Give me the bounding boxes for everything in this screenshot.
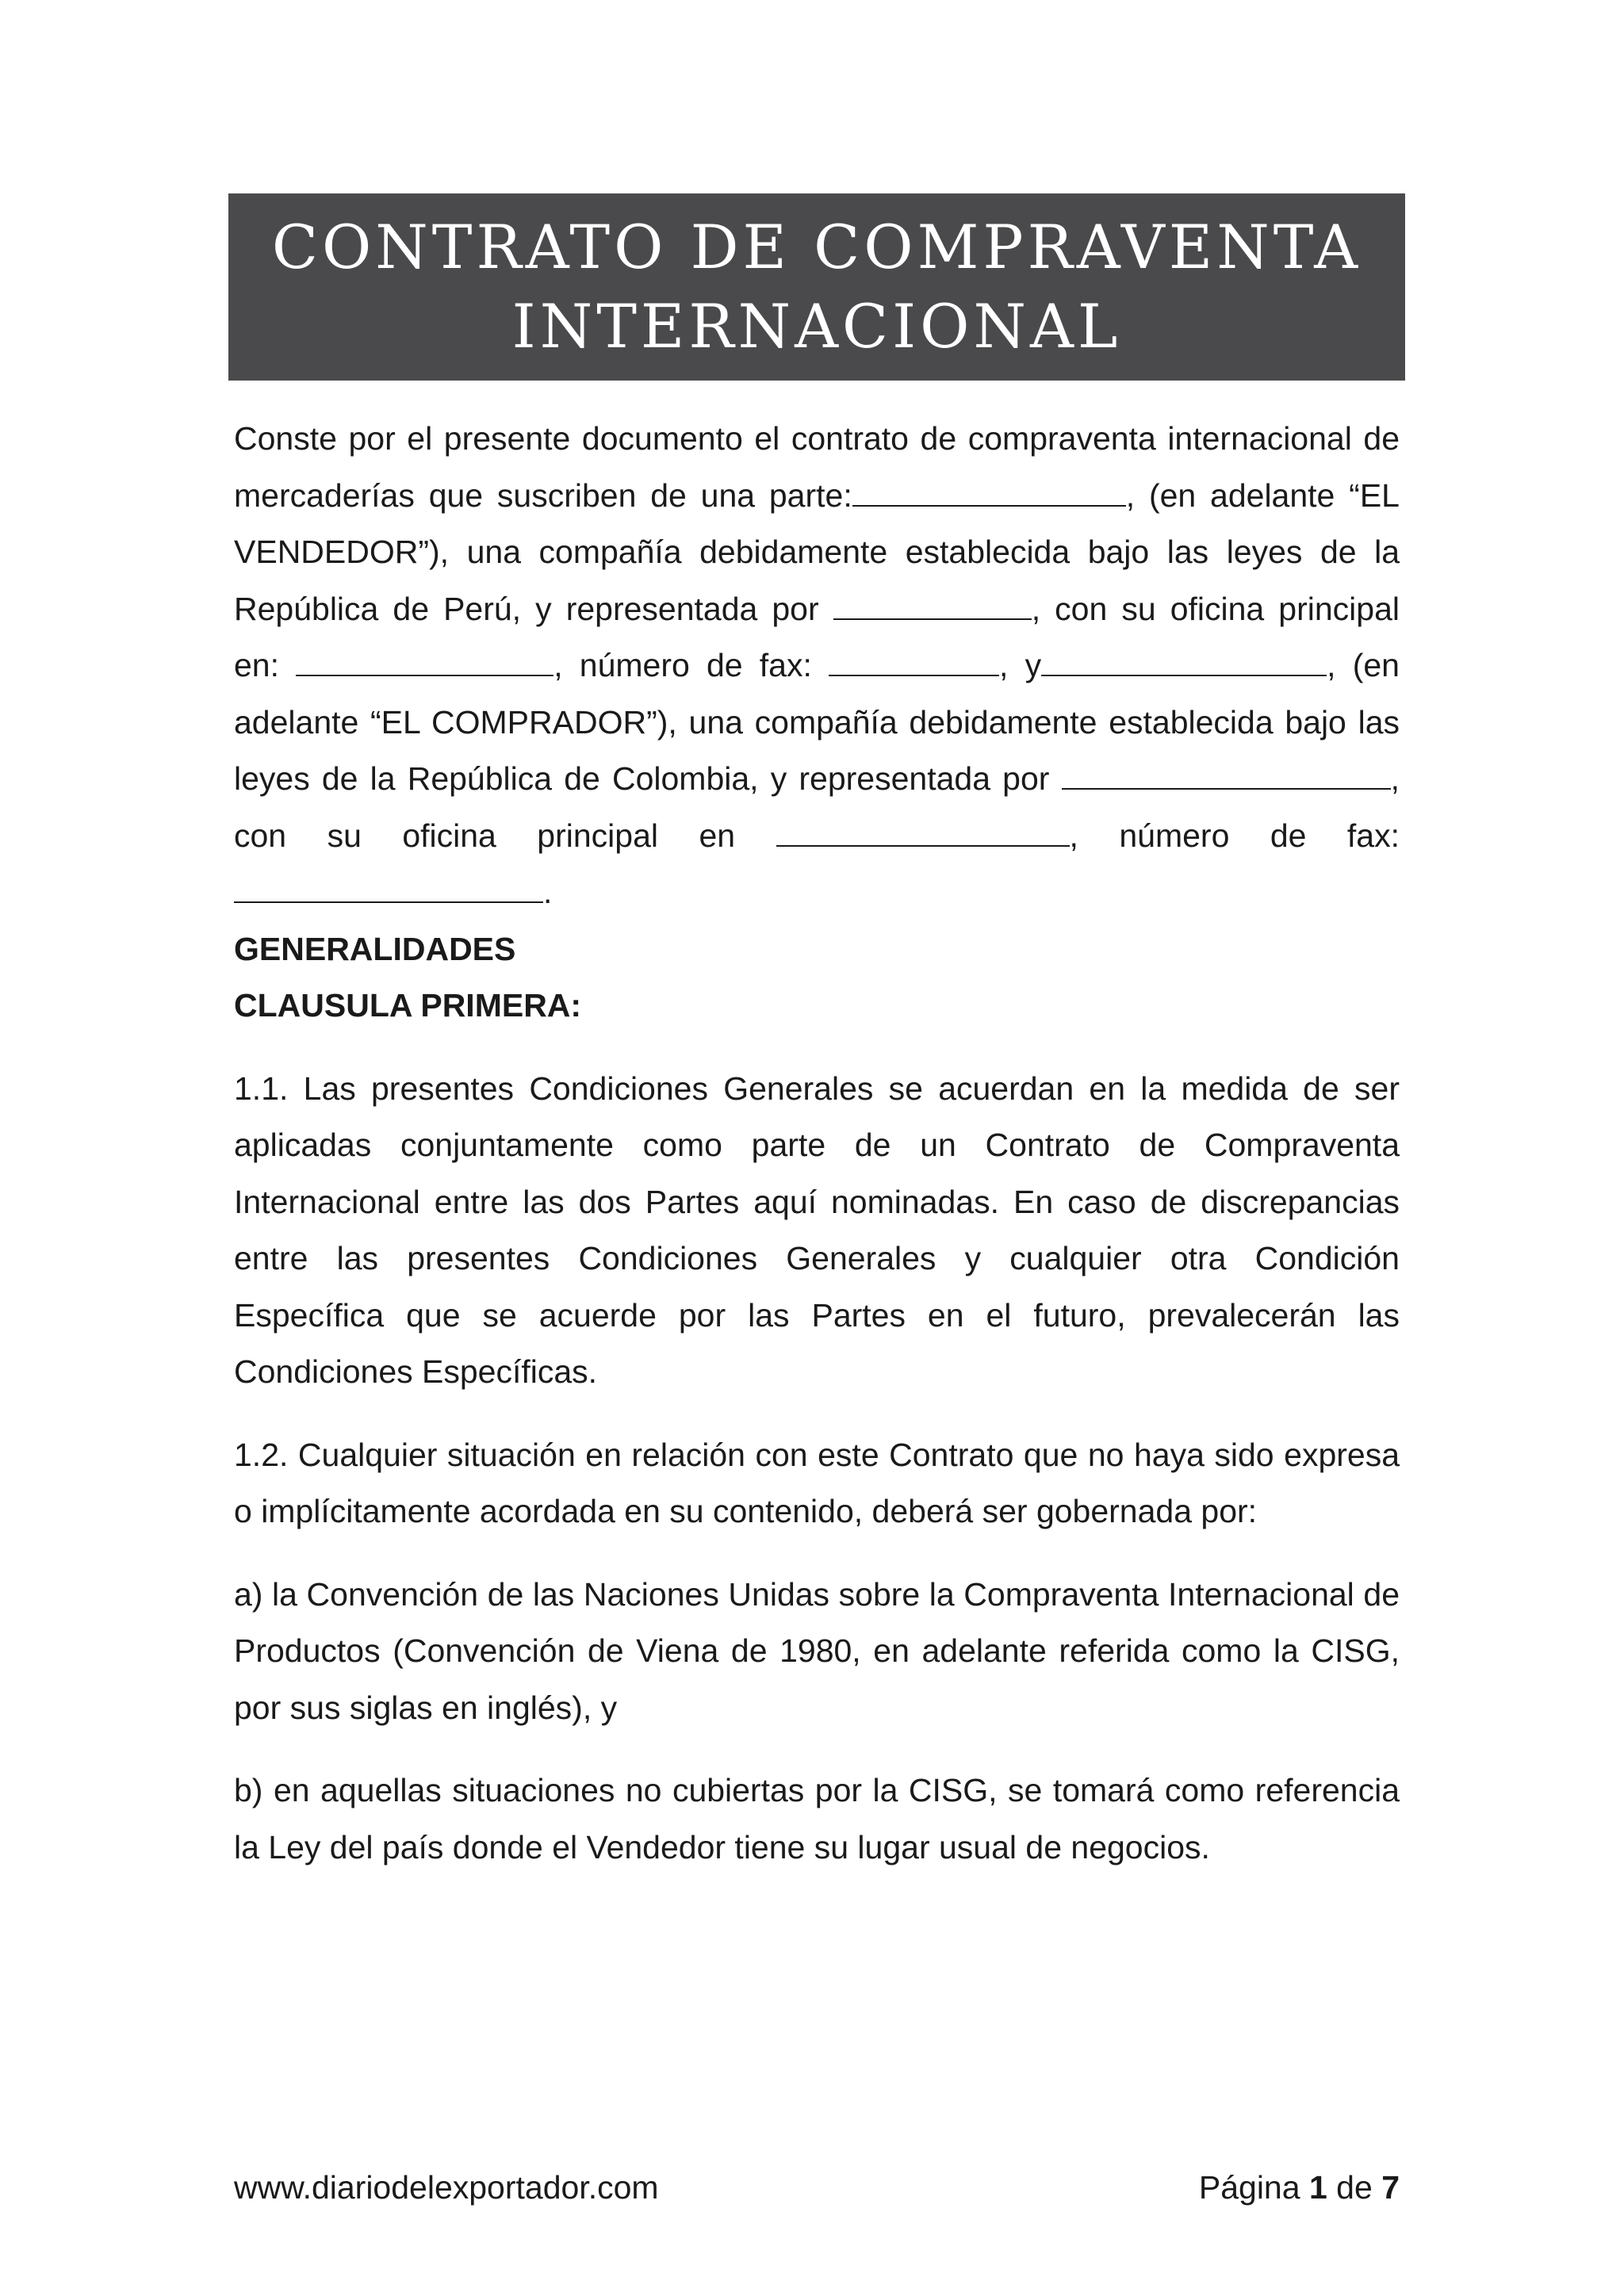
document-title-line-1: CONTRATO DE COMPRAVENTA (271, 212, 1362, 282)
footer-page-word: Página (1198, 2169, 1300, 2206)
document-title-line-2: INTERNACIONAL (511, 291, 1122, 362)
blank-buyer-representative (1062, 758, 1391, 790)
intro-text-6: , (en adelante “EL COMPRADOR”), una compañía debidamente establecida bajo las leyes de la República de Colombia, y representada por (234, 647, 1400, 797)
document-body (234, 411, 1400, 1876)
intro-text-1: Conste por el presente documento el contrato de compraventa internacional de mercaderías que suscriben de una parte: (234, 420, 1400, 514)
blank-buyer-fax (234, 871, 543, 903)
intro-text-5: , y (999, 647, 1042, 683)
blank-buyer-name (1041, 645, 1327, 676)
footer-website: www.diariodelexportador.com (234, 2169, 659, 2206)
paragraph-b: b) en aquellas situaciones no cubiertas por la CISG, se tomará como referencia la Ley del país donde el Vendedor tiene su lugar usual de negocios. (234, 1772, 1400, 1866)
footer-page-of: de (1336, 2169, 1373, 2206)
paragraph-1-2: 1.2. Cualquier situación en relación con este Contrato que no haya sido expresa o implícitamente acordada en su contenido, deberá ser gobernada por: (234, 1436, 1400, 1529)
paragraph-1-1: 1.1. Las presentes Condiciones Generales se acuerdan en la medida de ser aplicadas conjuntamente como parte de un Contrato de Compraventa Internacional entre las dos Partes aquí nominadas. En caso de discrepancias entre las presentes Condiciones Generales y cualquier otra Condición Específica que se acuerde por las Partes en el futuro, prevalecerán las Condiciones Específicas. (234, 1070, 1400, 1390)
blank-seller-office (296, 645, 553, 676)
intro-text-8: , número de fax: (1069, 817, 1400, 854)
blank-seller-fax (829, 645, 999, 676)
paragraph-a: a) la Convención de las Naciones Unidas sobre la Compraventa Internacional de Productos (Convención de Viena de 1980, en adelante referida como la CISG, por sus siglas en inglés), y (234, 1575, 1400, 1726)
intro-text-4: , número de fax: (553, 647, 829, 683)
heading-clausula-primera: CLAUSULA PRIMERA: (234, 987, 582, 1024)
page-footer (234, 2169, 1400, 2206)
footer-page-current: 1 (1308, 2169, 1327, 2206)
heading-generalidades: GENERALIDADES (234, 930, 516, 967)
intro-text-2: , (en adelante “EL VENDEDOR”), una compañía debidamente establecida bajo las leyes de la República de Perú, y representada por (234, 476, 1400, 627)
footer-page-number (1199, 2169, 1400, 2206)
blank-seller-representative (833, 588, 1032, 620)
intro-text-3: , con su oficina principal en: (234, 590, 1400, 683)
footer-page-total: 7 (1381, 2169, 1400, 2206)
document-title-banner (228, 193, 1405, 381)
blank-buyer-office (776, 815, 1070, 847)
intro-text-9: . (543, 874, 553, 910)
intro-paragraph (234, 411, 1400, 921)
blank-seller-name (852, 475, 1126, 507)
intro-text-7: , con su oficina principal en (234, 760, 1400, 854)
